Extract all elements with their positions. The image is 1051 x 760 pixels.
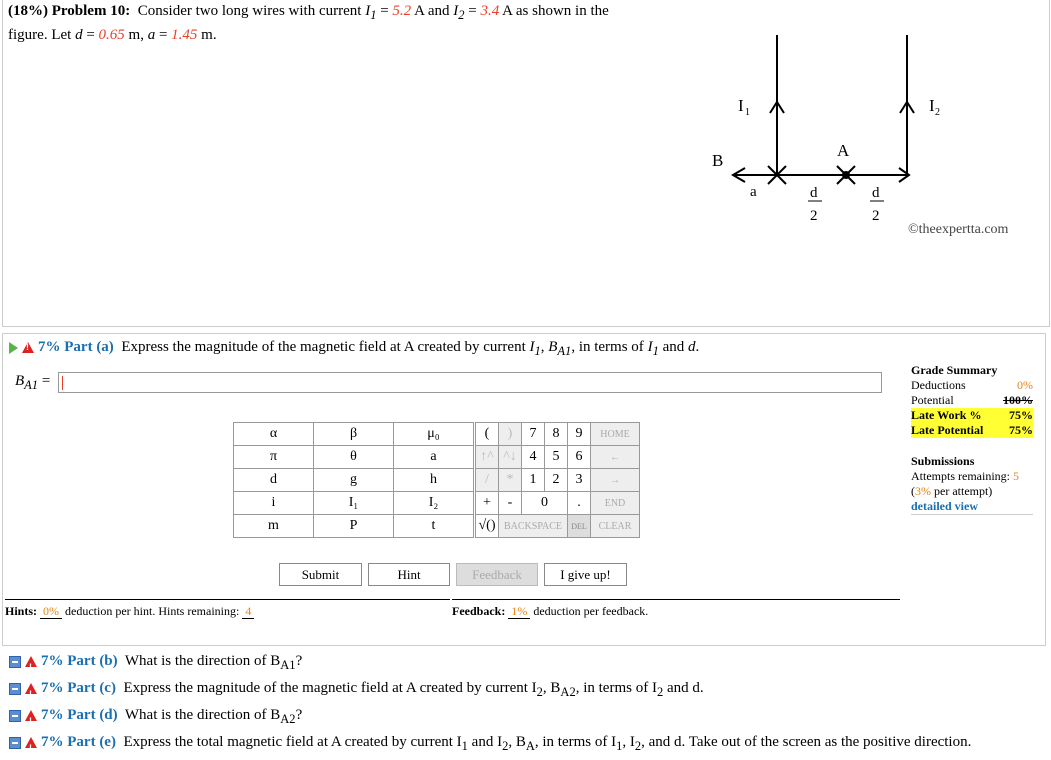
key-1[interactable]: 1 <box>522 469 545 492</box>
key-beta[interactable]: β <box>314 423 394 446</box>
symbol-keypad <box>233 422 474 538</box>
key-0[interactable]: 0 <box>522 492 568 515</box>
key-4[interactable]: 4 <box>522 446 545 469</box>
key-minus[interactable]: - <box>499 492 522 515</box>
svg-text:2: 2 <box>872 208 880 224</box>
problem-statement: (18%) Problem 10: Consider two long wires with current $I_1 = 5.2$ A and $I_2 = 3.4$ A as shown in the figure. Let d = 0.65 m, a = 1.45 m. <box>8 3 609 43</box>
expand-icon[interactable] <box>9 710 21 722</box>
key-5[interactable]: 5 <box>545 446 568 469</box>
play-icon[interactable] <box>9 342 18 354</box>
key-power-down[interactable]: ^↓ <box>499 446 522 469</box>
key-2[interactable]: 2 <box>545 469 568 492</box>
key-divide[interactable]: / <box>476 469 499 492</box>
key-end[interactable]: END <box>591 492 640 515</box>
number-keypad <box>475 422 640 538</box>
feedback-bar: Feedback: 1% deduction per feedback. <box>452 599 900 648</box>
key-6[interactable]: 6 <box>568 446 591 469</box>
svg-text:I: I <box>738 96 744 115</box>
detailed-view-link[interactable]: detailed view <box>911 499 1033 515</box>
svg-text:1: 1 <box>745 107 750 118</box>
warning-icon <box>25 710 37 722</box>
feedback-button[interactable]: Feedback <box>456 563 538 586</box>
answer-label: $B_{A1}$ = <box>15 373 51 392</box>
part-d-row[interactable]: !7% Part (d) What is the direction of $B_{A2}$? <box>9 704 971 731</box>
key-clear[interactable]: CLEAR <box>591 515 640 538</box>
key-sqrt[interactable]: √() <box>476 515 499 538</box>
key-g[interactable]: g <box>314 469 394 492</box>
i2-value: 3.4 <box>480 3 500 19</box>
a-value: 1.45 <box>171 27 198 43</box>
key-3[interactable]: 3 <box>568 469 591 492</box>
key-m[interactable]: m <box>234 515 314 538</box>
grade-summary: Grade Summary Deductions 0% Potential 100% Late Work % 75% Late Potential 75% Submissions Attempts remaining: 5 (3% per attempt) detailed view <box>911 363 1033 513</box>
key-8[interactable]: 8 <box>545 423 568 446</box>
key-multiply[interactable]: * <box>499 469 522 492</box>
expand-icon[interactable] <box>9 683 21 695</box>
svg-text:A: A <box>837 141 850 160</box>
svg-text:d: d <box>872 185 880 201</box>
warning-icon <box>25 656 37 668</box>
key-I1[interactable]: I₁ <box>314 492 394 515</box>
submit-button[interactable]: Submit <box>279 563 362 586</box>
key-home[interactable]: HOME <box>591 423 640 446</box>
d-value: 0.65 <box>98 27 125 43</box>
part-a-header: !7% Part (a) Express the magnitude of the magnetic field at A created by current $I_1$, $B_{A1}$, in terms of $I_1$ and d. <box>9 339 699 359</box>
warning-icon <box>22 342 34 354</box>
give-up-button[interactable]: I give up! <box>544 563 627 586</box>
wires-figure <box>700 30 940 230</box>
key-t[interactable]: t <box>394 515 474 538</box>
key-a[interactable]: a <box>394 446 474 469</box>
part-c-row[interactable]: !7% Part (c) Express the magnitude of the magnetic field at A created by current $I_2$, $B_{A2}$, in terms of $I_2$ and d. <box>9 677 971 704</box>
key-h[interactable]: h <box>394 469 474 492</box>
copyright-text: ©theexpertta.com <box>908 222 1009 237</box>
key-power-up[interactable]: ↑^ <box>476 446 499 469</box>
text-caret <box>62 376 63 390</box>
key-9[interactable]: 9 <box>568 423 591 446</box>
key-del[interactable]: DEL <box>568 515 591 538</box>
key-theta[interactable]: θ <box>314 446 394 469</box>
expand-icon[interactable] <box>9 656 21 668</box>
warning-icon <box>25 737 37 749</box>
key-open-paren[interactable]: ( <box>476 423 499 446</box>
key-alpha[interactable]: α <box>234 423 314 446</box>
key-I2[interactable]: I₂ <box>394 492 474 515</box>
key-P[interactable]: P <box>314 515 394 538</box>
other-parts-list <box>9 650 971 758</box>
key-right[interactable]: → <box>591 469 640 492</box>
svg-text:a: a <box>750 184 757 200</box>
key-d[interactable]: d <box>234 469 314 492</box>
svg-text:I: I <box>929 96 935 115</box>
svg-text:d: d <box>810 185 818 201</box>
warning-icon <box>25 683 37 695</box>
answer-input[interactable] <box>58 372 882 393</box>
key-close-paren[interactable]: ) <box>499 423 522 446</box>
i1-value: 5.2 <box>392 3 412 19</box>
key-i[interactable]: i <box>234 492 314 515</box>
svg-text:2: 2 <box>935 107 940 118</box>
hints-bar: Hints: 0% deduction per hint. Hints remaining: 4 <box>5 599 450 648</box>
part-b-row[interactable]: !7% Part (b) What is the direction of $B_{A1}$? <box>9 650 971 677</box>
key-mu0[interactable]: μ₀ <box>394 423 474 446</box>
key-plus[interactable]: + <box>476 492 499 515</box>
hint-button[interactable]: Hint <box>368 563 450 586</box>
key-left[interactable]: ← <box>591 446 640 469</box>
svg-text:2: 2 <box>810 208 818 224</box>
key-7[interactable]: 7 <box>522 423 545 446</box>
part-e-row[interactable]: !7% Part (e) Express the total magnetic field at A created by current $I_1$ and $I_2$, $B_A$, in terms of $I_1$, $I_2$, and d. Take out of the screen as the positive direction. <box>9 731 971 758</box>
key-backspace[interactable]: BACKSPACE <box>499 515 568 538</box>
key-pi[interactable]: π <box>234 446 314 469</box>
expand-icon[interactable] <box>9 737 21 749</box>
svg-text:B: B <box>712 151 724 170</box>
key-dot[interactable]: . <box>568 492 591 515</box>
